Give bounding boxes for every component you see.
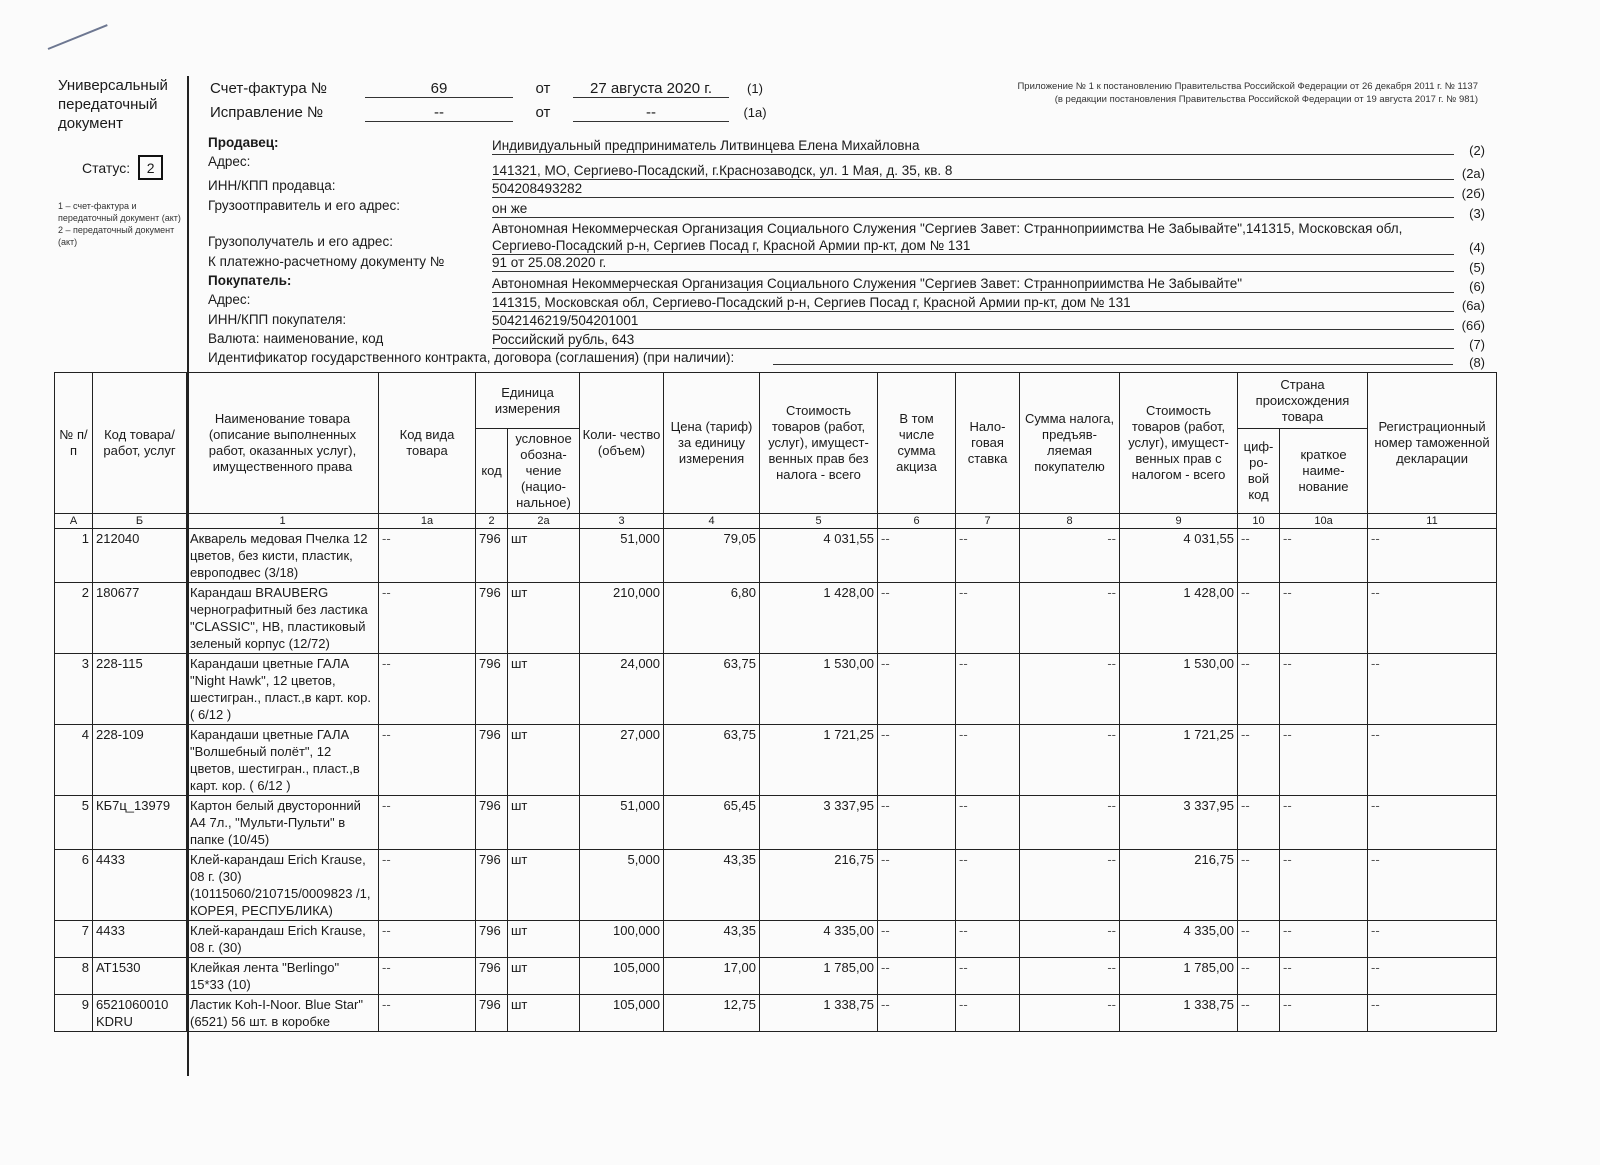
currency-value: Российский рубль, 643	[492, 331, 1454, 349]
annex-line-2: (в редакции постановления Правительства Российской Федерации от 19 августа 2017 г. № 981)	[1054, 94, 1478, 105]
row-number-cell: 1	[55, 529, 93, 583]
cost-without-tax-cell: 4 335,00	[760, 921, 878, 958]
col-kind-header: Код вида товара	[379, 373, 476, 514]
tax-rate-cell: --	[956, 583, 1020, 654]
col-no-header: № п/п	[55, 373, 93, 514]
contract-fill-line	[773, 364, 1453, 365]
col-rate-header: Нало- говая ставка	[956, 373, 1020, 514]
tax-amount-cell: --	[1020, 995, 1120, 1032]
status-notes	[58, 200, 186, 248]
row-number-cell: 4	[55, 725, 93, 796]
tax-amount-cell: --	[1020, 958, 1120, 995]
price-cell: 79,05	[664, 529, 760, 583]
tax-amount-cell: --	[1020, 529, 1120, 583]
row-number-cell: 8	[55, 958, 93, 995]
item-name-cell: Акварель медовая Пчелка 12 цветов, без кисти, пластик, европодвес (3/18)	[187, 529, 379, 583]
invoice-number: 69	[365, 80, 513, 98]
price-cell: 43,35	[664, 850, 760, 921]
buyer-inn-label: ИНН/КПП покупателя:	[208, 312, 347, 327]
excise-cell: --	[878, 654, 956, 725]
buyer-address-value: 141315, Московская обл, Сергиево-Посадский р-н, Сергиев Посад г, Красной Армии пр-кт, дом № 131	[492, 294, 1454, 312]
item-code-cell: 228-109	[93, 725, 187, 796]
buyer-code: (6)	[1469, 279, 1485, 294]
item-kind-cell: --	[379, 850, 476, 921]
excise-cell: --	[878, 583, 956, 654]
quantity-cell: 5,000	[580, 850, 664, 921]
tax-rate-cell: --	[956, 958, 1020, 995]
cost-without-tax-cell: 1 338,75	[760, 995, 878, 1032]
customs-declaration-cell: --	[1368, 958, 1497, 995]
correction-code: (1а)	[743, 105, 767, 120]
quantity-cell: 105,000	[580, 958, 664, 995]
country-code-cell: --	[1238, 921, 1280, 958]
index-cell: 1	[187, 514, 379, 529]
quantity-cell: 51,000	[580, 796, 664, 850]
status-value: 2	[138, 155, 163, 180]
col-excise-header: В том числе сумма акциза	[878, 373, 956, 514]
row-number-cell: 7	[55, 921, 93, 958]
price-cell: 65,45	[664, 796, 760, 850]
customs-declaration-cell: --	[1368, 850, 1497, 921]
quantity-cell: 210,000	[580, 583, 664, 654]
index-cell: 10а	[1280, 514, 1368, 529]
country-name-cell: --	[1280, 958, 1368, 995]
country-code-cell: --	[1238, 796, 1280, 850]
unit-code-cell: 796	[476, 654, 508, 725]
quantity-cell: 105,000	[580, 995, 664, 1032]
table-row	[55, 850, 1497, 921]
quantity-cell: 100,000	[580, 921, 664, 958]
unit-name-cell: шт	[508, 850, 580, 921]
seller-address-value: 141321, МО, Сергиево-Посадский, г.Краснозаводск, ул. 1 Мая, д. 35, кв. 8	[492, 162, 1454, 180]
seller-inn-value: 504208493282	[492, 180, 1454, 198]
col-country-code-header: циф- ро- вой код	[1238, 429, 1280, 514]
col-unit-header: Единица измерения	[476, 373, 580, 429]
status-note-2: 2 – передаточный документ (акт)	[58, 225, 175, 247]
items-table	[54, 372, 1497, 1032]
cost-with-tax-cell: 1 428,00	[1120, 583, 1238, 654]
document-side-panel	[58, 76, 186, 248]
contract-code: (8)	[1469, 355, 1485, 370]
seller-value: Индивидуальный предприниматель Литвинцева Елена Михайловна	[492, 137, 1454, 155]
price-cell: 43,35	[664, 921, 760, 958]
item-code-cell: 4433	[93, 850, 187, 921]
price-cell: 17,00	[664, 958, 760, 995]
country-name-cell: --	[1280, 529, 1368, 583]
cost-with-tax-cell: 1 338,75	[1120, 995, 1238, 1032]
cost-with-tax-cell: 1 785,00	[1120, 958, 1238, 995]
unit-name-cell: шт	[508, 921, 580, 958]
unit-name-cell: шт	[508, 796, 580, 850]
seller-code: (2)	[1469, 143, 1485, 158]
cost-with-tax-cell: 216,75	[1120, 850, 1238, 921]
correction-row	[210, 104, 775, 122]
invoice-number-row	[210, 80, 775, 98]
item-kind-cell: --	[379, 529, 476, 583]
unit-name-cell: шт	[508, 654, 580, 725]
unit-name-cell: шт	[508, 725, 580, 796]
col-unit-name-header: условное обозна- чение (нацио- нальное)	[508, 429, 580, 514]
col-cost-header: Стоимость товаров (работ, услуг), имущест- венных прав без налога - всего	[760, 373, 878, 514]
row-number-cell: 9	[55, 995, 93, 1032]
item-kind-cell: --	[379, 995, 476, 1032]
cost-without-tax-cell: 216,75	[760, 850, 878, 921]
unit-code-cell: 796	[476, 850, 508, 921]
index-cell: 3	[580, 514, 664, 529]
pen-mark	[48, 24, 108, 50]
item-name-cell: Карандаш BRAUBERG чернографитный без ластика "CLASSIC", HB, пластиковый зеленый корпус (12/72)	[187, 583, 379, 654]
unit-code-cell: 796	[476, 921, 508, 958]
cost-without-tax-cell: 3 337,95	[760, 796, 878, 850]
tax-rate-cell: --	[956, 654, 1020, 725]
col-total-header: Стоимость товаров (работ, услуг), имущест- венных прав с налогом - всего	[1120, 373, 1238, 514]
tax-amount-cell: --	[1020, 850, 1120, 921]
tax-rate-cell: --	[956, 921, 1020, 958]
table-row	[55, 529, 1497, 583]
country-name-cell: --	[1280, 921, 1368, 958]
seller-inn-code: (2б)	[1461, 186, 1485, 201]
tax-amount-cell: --	[1020, 654, 1120, 725]
row-number-cell: 3	[55, 654, 93, 725]
index-cell: А	[55, 514, 93, 529]
table-row	[55, 921, 1497, 958]
item-kind-cell: --	[379, 921, 476, 958]
unit-name-cell: шт	[508, 529, 580, 583]
item-name-cell: Клей-карандаш Erich Krause, 08 г. (30) (10115060/210715/0009823 /1, КОРЕЯ, РЕСПУБЛИКА)	[187, 850, 379, 921]
invoice-label: Счет-фактура №	[210, 80, 327, 97]
excise-cell: --	[878, 850, 956, 921]
index-cell: 1а	[379, 514, 476, 529]
cost-without-tax-cell: 1 721,25	[760, 725, 878, 796]
shipper-label: Грузоотправитель и его адрес:	[208, 198, 400, 213]
unit-code-cell: 796	[476, 796, 508, 850]
table-row	[55, 958, 1497, 995]
cost-without-tax-cell: 1 530,00	[760, 654, 878, 725]
customs-declaration-cell: --	[1368, 583, 1497, 654]
buyer-inn-code: (6б)	[1461, 318, 1485, 333]
col-code-header: Код товара/ работ, услуг	[93, 373, 187, 514]
annex-line-1: Приложение № 1 к постановлению Правительства Российской Федерации от 26 декабря 2011 г. № 1137	[1017, 81, 1478, 92]
customs-declaration-cell: --	[1368, 921, 1497, 958]
tax-amount-cell: --	[1020, 583, 1120, 654]
excise-cell: --	[878, 529, 956, 583]
col-country-name-header: краткое наиме- нование	[1280, 429, 1368, 514]
unit-code-cell: 796	[476, 958, 508, 995]
index-cell: 9	[1120, 514, 1238, 529]
index-cell: Б	[93, 514, 187, 529]
country-code-cell: --	[1238, 958, 1280, 995]
unit-name-cell: шт	[508, 583, 580, 654]
tax-amount-cell: --	[1020, 796, 1120, 850]
consignee-label: Грузополучатель и его адрес:	[208, 234, 393, 249]
table-row	[55, 796, 1497, 850]
excise-cell: --	[878, 958, 956, 995]
invoice-code: (1)	[747, 81, 763, 96]
customs-declaration-cell: --	[1368, 725, 1497, 796]
country-name-cell: --	[1280, 654, 1368, 725]
unit-code-cell: 796	[476, 529, 508, 583]
index-cell: 2	[476, 514, 508, 529]
status-note-1: 1 – счет-фактура и передаточный документ (акт)	[58, 201, 181, 223]
seller-label: Продавец:	[208, 135, 279, 150]
correction-label: Исправление №	[210, 104, 324, 121]
country-code-cell: --	[1238, 725, 1280, 796]
quantity-cell: 27,000	[580, 725, 664, 796]
payment-doc-label: К платежно-расчетному документу №	[208, 254, 445, 269]
buyer-address-code: (6а)	[1461, 298, 1485, 313]
customs-declaration-cell: --	[1368, 529, 1497, 583]
unit-name-cell: шт	[508, 958, 580, 995]
country-code-cell: --	[1238, 583, 1280, 654]
item-name-cell: Клей-карандаш Erich Krause, 08 г. (30)	[187, 921, 379, 958]
cost-with-tax-cell: 4 335,00	[1120, 921, 1238, 958]
item-code-cell: 180677	[93, 583, 187, 654]
excise-cell: --	[878, 725, 956, 796]
cost-without-tax-cell: 4 031,55	[760, 529, 878, 583]
unit-code-cell: 796	[476, 995, 508, 1032]
index-cell: 10	[1238, 514, 1280, 529]
item-code-cell: 4433	[93, 921, 187, 958]
table-row	[55, 583, 1497, 654]
tax-rate-cell: --	[956, 796, 1020, 850]
row-number-cell: 5	[55, 796, 93, 850]
shipper-code: (3)	[1469, 206, 1485, 221]
col-unit-code-header: код	[476, 429, 508, 514]
col-tax-header: Сумма налога, предъяв- ляемая покупателю	[1020, 373, 1120, 514]
buyer-address-label: Адрес:	[208, 292, 251, 307]
price-cell: 63,75	[664, 654, 760, 725]
table-row	[55, 654, 1497, 725]
item-kind-cell: --	[379, 725, 476, 796]
col-customs-header: Регистрационный номер таможенной декларации	[1368, 373, 1497, 514]
tax-rate-cell: --	[956, 995, 1020, 1032]
item-name-cell: Карандаши цветные ГАЛА "Night Hawk", 12 цветов, шестигран., пласт.,в карт. кор. ( 6/12 )	[187, 654, 379, 725]
shipper-value: он же	[492, 200, 1454, 218]
item-code-cell: КБ7ц_13979	[93, 796, 187, 850]
excise-cell: --	[878, 995, 956, 1032]
col-qty-header: Коли- чество (объем)	[580, 373, 664, 514]
buyer-inn-value: 5042146219/504201001	[492, 312, 1454, 330]
table-row	[55, 995, 1497, 1032]
tax-rate-cell: --	[956, 725, 1020, 796]
index-cell: 8	[1020, 514, 1120, 529]
item-name-cell: Клейкая лента "Berlingo" 15*33 (10)	[187, 958, 379, 995]
buyer-value: Автономная Некоммерческая Организация Социального Служения "Сергиев Завет: Странноприимства Не Забывайте"	[492, 275, 1454, 293]
customs-declaration-cell: --	[1368, 995, 1497, 1032]
country-code-cell: --	[1238, 654, 1280, 725]
cost-without-tax-cell: 1 785,00	[760, 958, 878, 995]
buyer-label: Покупатель:	[208, 273, 292, 288]
tax-rate-cell: --	[956, 850, 1020, 921]
col-price-header: Цена (тариф) за единицу измерения	[664, 373, 760, 514]
country-code-cell: --	[1238, 995, 1280, 1032]
country-code-cell: --	[1238, 529, 1280, 583]
contract-row	[208, 350, 1488, 370]
column-index-row	[55, 514, 1497, 529]
price-cell: 63,75	[664, 725, 760, 796]
item-kind-cell: --	[379, 796, 476, 850]
index-cell: 11	[1368, 514, 1497, 529]
correction-number: --	[365, 104, 513, 122]
annex-note	[918, 80, 1478, 106]
country-name-cell: --	[1280, 725, 1368, 796]
correction-date: --	[573, 104, 729, 122]
row-number-cell: 2	[55, 583, 93, 654]
country-name-cell: --	[1280, 995, 1368, 1032]
seller-address-label: Адрес:	[208, 154, 251, 169]
cost-with-tax-cell: 4 031,55	[1120, 529, 1238, 583]
tax-rate-cell: --	[956, 529, 1020, 583]
country-name-cell: --	[1280, 583, 1368, 654]
country-name-cell: --	[1280, 796, 1368, 850]
consignee-value: Автономная Некоммерческая Организация Социального Служения "Сергиев Завет: Странноприимства Не Забывайте",141315, Московская обл, Сергиево-Посадский р-н, Сергиев Посад г, Красной Армии пр-кт, дом № 131	[492, 220, 1454, 255]
item-name-cell: Картон белый двусторонний А4 7л., "Мульти-Пульти" в папке (10/45)	[187, 796, 379, 850]
status-line	[58, 155, 186, 180]
col-name-header: Наименование товара (описание выполненных работ, оказанных услуг), имущественного права	[187, 373, 379, 514]
item-name-cell: Ластик Koh-I-Noor. Blue Star" (6521) 56 шт. в коробке	[187, 995, 379, 1032]
unit-code-cell: 796	[476, 725, 508, 796]
unit-code-cell: 796	[476, 583, 508, 654]
item-kind-cell: --	[379, 654, 476, 725]
item-code-cell: 228-115	[93, 654, 187, 725]
country-name-cell: --	[1280, 850, 1368, 921]
excise-cell: --	[878, 796, 956, 850]
seller-address-code: (2а)	[1461, 166, 1485, 181]
col-country-header: Страна происхождения товара	[1238, 373, 1368, 429]
status-label: Статус:	[82, 159, 131, 176]
invoice-date: 27 августа 2020 г.	[573, 80, 729, 98]
index-cell: 7	[956, 514, 1020, 529]
table-row	[55, 725, 1497, 796]
cost-with-tax-cell: 3 337,95	[1120, 796, 1238, 850]
cost-with-tax-cell: 1 530,00	[1120, 654, 1238, 725]
payment-doc-value: 91 от 25.08.2020 г.	[492, 254, 1454, 272]
currency-code: (7)	[1469, 337, 1485, 352]
unit-name-cell: шт	[508, 995, 580, 1032]
item-kind-cell: --	[379, 583, 476, 654]
index-cell: 6	[878, 514, 956, 529]
contract-label: Идентификатор государственного контракта, договора (соглашения) (при наличии):	[208, 350, 735, 365]
excise-cell: --	[878, 921, 956, 958]
item-code-cell: 6521060010 KDRU	[93, 995, 187, 1032]
quantity-cell: 24,000	[580, 654, 664, 725]
tax-amount-cell: --	[1020, 921, 1120, 958]
index-cell: 5	[760, 514, 878, 529]
tax-amount-cell: --	[1020, 725, 1120, 796]
index-cell: 2а	[508, 514, 580, 529]
cost-with-tax-cell: 1 721,25	[1120, 725, 1238, 796]
payment-doc-code: (5)	[1469, 260, 1485, 275]
price-cell: 6,80	[664, 583, 760, 654]
customs-declaration-cell: --	[1368, 796, 1497, 850]
seller-inn-label: ИНН/КПП продавца:	[208, 178, 336, 193]
quantity-cell: 51,000	[580, 529, 664, 583]
currency-label: Валюта: наименование, код	[208, 331, 384, 346]
country-code-cell: --	[1238, 850, 1280, 921]
invoice-date-prefix: от	[535, 80, 551, 97]
item-kind-cell: --	[379, 958, 476, 995]
customs-declaration-cell: --	[1368, 654, 1497, 725]
cost-without-tax-cell: 1 428,00	[760, 583, 878, 654]
correction-date-prefix: от	[535, 104, 551, 121]
price-cell: 12,75	[664, 995, 760, 1032]
item-name-cell: Карандаши цветные ГАЛА "Волшебный полёт", 12 цветов, шестигран., пласт.,в карт. кор. ( 6/12 )	[187, 725, 379, 796]
consignee-code: (4)	[1469, 240, 1485, 255]
row-number-cell: 6	[55, 850, 93, 921]
index-cell: 4	[664, 514, 760, 529]
items-table-body	[55, 529, 1497, 1032]
item-code-cell: АТ1530	[93, 958, 187, 995]
document-kind-label: Универсальный передаточный документ	[58, 77, 168, 132]
item-code-cell: 212040	[93, 529, 187, 583]
